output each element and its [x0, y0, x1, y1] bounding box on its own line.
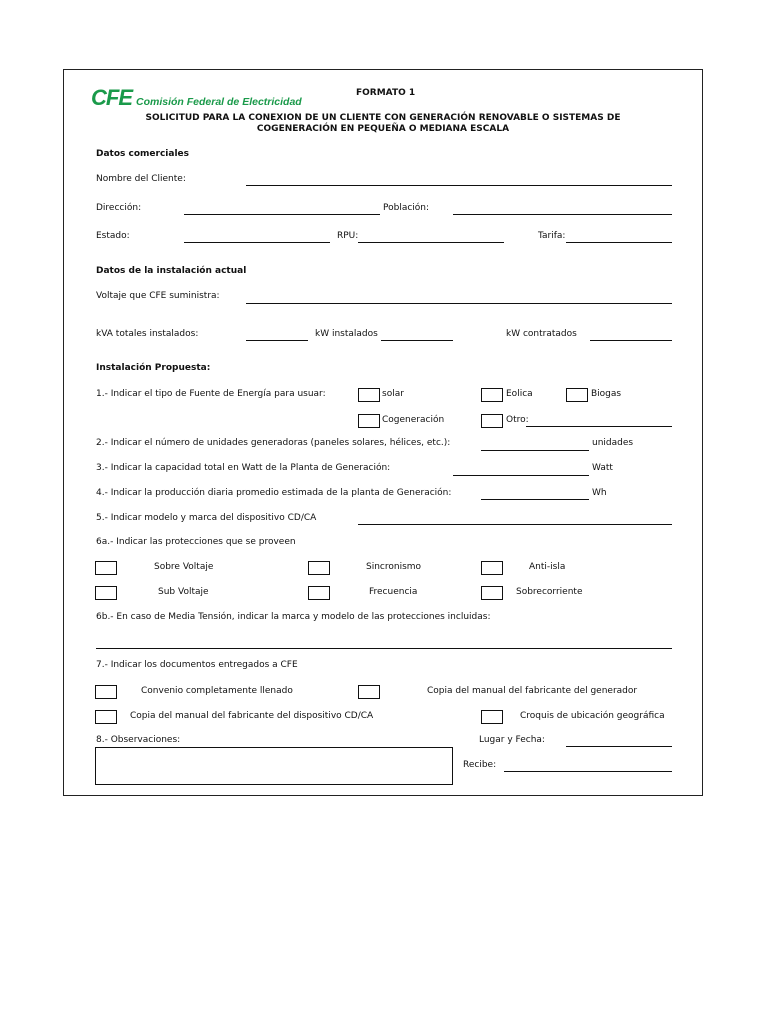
- format-label: FORMATO 1: [356, 88, 416, 98]
- label-estado: Estado:: [96, 231, 130, 241]
- title-line-2: COGENERACIÓN EN PEQUEÑA O MEDIANA ESCALA: [256, 124, 510, 134]
- label-q1: 1.- Indicar el tipo de Fuente de Energía para usuar:: [96, 389, 326, 399]
- label-sincronismo: Sincronismo: [366, 562, 422, 572]
- field-dispositivo[interactable]: [358, 524, 672, 525]
- checkbox-anti-isla[interactable]: [481, 561, 503, 575]
- label-sobre-voltaje: Sobre Voltaje: [154, 562, 214, 572]
- checkbox-frecuencia[interactable]: [308, 586, 330, 600]
- title-line-1: SOLICITUD PARA LA CONEXION DE UN CLIENTE CON GENERACIÓN RENOVABLE O SISTEMAS DE: [145, 113, 621, 123]
- label-nombre: Nombre del Cliente:: [96, 174, 186, 184]
- section-propuesta: Instalación Propuesta:: [96, 363, 211, 373]
- label-poblacion: Población:: [383, 203, 430, 213]
- field-estado[interactable]: [184, 242, 330, 243]
- field-watt[interactable]: [453, 475, 589, 476]
- logo-name: Comisión Federal de Electricidad: [136, 96, 302, 108]
- field-tarifa[interactable]: [566, 242, 672, 243]
- label-eolica: Eolica: [506, 389, 533, 399]
- label-tarifa: Tarifa:: [538, 231, 566, 241]
- label-q2: 2.- Indicar el número de unidades generadoras (paneles solares, hélices, etc.):: [96, 438, 451, 448]
- field-voltaje[interactable]: [246, 303, 672, 304]
- label-kva: kVA totales instalados:: [96, 329, 199, 339]
- label-voltaje: Voltaje que CFE suministra:: [96, 291, 220, 301]
- label-frecuencia: Frecuencia: [369, 587, 418, 597]
- label-q5: 5.- Indicar modelo y marca del dispositivo CD/CA: [96, 513, 317, 523]
- checkbox-eolica[interactable]: [481, 388, 503, 402]
- label-solar: solar: [382, 389, 404, 399]
- label-lugar-fecha: Lugar y Fecha:: [479, 735, 545, 745]
- section-comerciales: Datos comerciales: [96, 149, 189, 159]
- label-q8: 8.- Observaciones:: [96, 735, 181, 745]
- label-croquis: Croquis de ubicación geográfica: [520, 711, 665, 721]
- label-kw-contratados: kW contratados: [506, 329, 577, 339]
- label-watt: Watt: [592, 463, 613, 473]
- field-direccion[interactable]: [184, 214, 380, 215]
- checkbox-copia-generador[interactable]: [358, 685, 380, 699]
- label-unidades: unidades: [592, 438, 634, 448]
- label-direccion: Dirección:: [96, 203, 142, 213]
- field-kva[interactable]: [246, 340, 308, 341]
- field-wh[interactable]: [481, 499, 589, 500]
- label-wh: Wh: [592, 488, 607, 498]
- checkbox-convenio[interactable]: [95, 685, 117, 699]
- label-convenio: Convenio completamente llenado: [141, 686, 293, 696]
- checkbox-sincronismo[interactable]: [308, 561, 330, 575]
- checkbox-cogeneracion[interactable]: [358, 414, 380, 428]
- field-recibe[interactable]: [504, 771, 672, 772]
- checkbox-sub-voltaje[interactable]: [95, 586, 117, 600]
- field-nombre[interactable]: [246, 185, 672, 186]
- label-rpu: RPU:: [337, 231, 359, 241]
- label-q3: 3.- Indicar la capacidad total en Watt de la Planta de Generación:: [96, 463, 391, 473]
- field-unidades[interactable]: [481, 450, 589, 451]
- label-sobrecorriente: Sobrecorriente: [516, 587, 583, 597]
- checkbox-copia-dispositivo[interactable]: [95, 710, 117, 724]
- label-q4: 4.- Indicar la producción diaria promedio estimada de la planta de Generación:: [96, 488, 452, 498]
- logo-mark: CFE: [91, 85, 132, 110]
- field-kw-contratados[interactable]: [590, 340, 672, 341]
- label-q7: 7.- Indicar los documentos entregados a CFE: [96, 660, 298, 670]
- field-poblacion[interactable]: [453, 214, 672, 215]
- checkbox-solar[interactable]: [358, 388, 380, 402]
- label-q6b: 6b.- En caso de Media Tensión, indicar la marca y modelo de las protecciones incluidas:: [96, 612, 491, 622]
- checkbox-otro[interactable]: [481, 414, 503, 428]
- checkbox-sobrecorriente[interactable]: [481, 586, 503, 600]
- field-protecciones-mt[interactable]: [96, 648, 672, 649]
- label-recibe: Recibe:: [463, 760, 497, 770]
- checkbox-biogas[interactable]: [566, 388, 588, 402]
- label-copia-dispositivo: Copia del manual del fabricante del dispositivo CD/CA: [130, 711, 374, 721]
- checkbox-sobre-voltaje[interactable]: [95, 561, 117, 575]
- label-q6a: 6a.- Indicar las protecciones que se proveen: [96, 537, 296, 547]
- checkbox-croquis[interactable]: [481, 710, 503, 724]
- label-otro: Otro:: [506, 415, 529, 425]
- field-kw-instalados[interactable]: [381, 340, 453, 341]
- label-anti-isla: Anti-isla: [529, 562, 566, 572]
- observaciones-box[interactable]: [95, 747, 453, 785]
- field-lugar-fecha[interactable]: [566, 746, 672, 747]
- label-kw-instalados: kW instalados: [315, 329, 378, 339]
- label-biogas: Biogas: [591, 389, 622, 399]
- label-cogeneracion: Cogeneración: [382, 415, 445, 425]
- field-rpu[interactable]: [358, 242, 504, 243]
- field-otro[interactable]: [526, 426, 672, 427]
- section-actual: Datos de la instalación actual: [96, 266, 247, 276]
- label-sub-voltaje: Sub Voltaje: [158, 587, 209, 597]
- label-copia-generador: Copia del manual del fabricante del generador: [427, 686, 638, 696]
